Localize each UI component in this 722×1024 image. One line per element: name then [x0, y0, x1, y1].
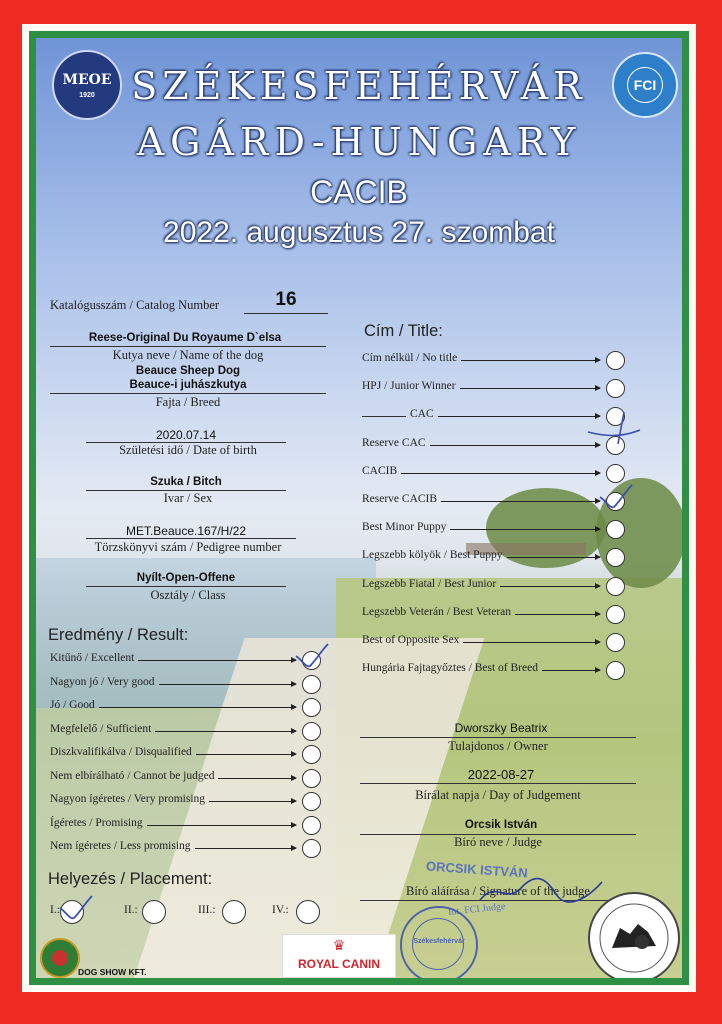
- title-option-label: Best Minor Puppy: [362, 521, 447, 534]
- title-option-label: Legszebb kölyök / Best Puppy: [362, 549, 503, 562]
- result-option-label: Jó / Good: [50, 699, 95, 711]
- placement-option-checkbox[interactable]: [142, 900, 166, 924]
- class-label: Osztály / Class: [150, 588, 226, 602]
- leader-arrow: [500, 586, 600, 587]
- date-of-birth-value: 2020.07.14: [155, 428, 217, 442]
- result-option-checkbox[interactable]: [302, 792, 321, 811]
- judge-name-value: Orcsik István: [464, 819, 538, 831]
- title-option-checkbox[interactable]: [606, 577, 625, 596]
- leader-arrow: [460, 388, 600, 389]
- leader-arrow: [147, 825, 296, 826]
- judge-name-label: Bíró neve / Judge: [454, 835, 542, 849]
- fci-logo: FCI: [612, 52, 678, 118]
- title-option-checkbox[interactable]: [606, 464, 625, 483]
- title-option-label: Cím nélkül / No title: [362, 352, 458, 364]
- judge-stamp-subtitle: Int. FCI Judge: [447, 901, 506, 918]
- result-option-checkbox[interactable]: [302, 698, 321, 717]
- pen-check-mark: [294, 642, 330, 672]
- result-option-label: Megfelelő / Sufficient: [50, 722, 152, 735]
- result-option-label: Ígéretes / Promising: [50, 816, 143, 829]
- dog-name-value: Reese-Original Du Royaume D`elsa: [88, 332, 282, 344]
- title-option-checkbox[interactable]: [606, 379, 625, 398]
- leader-arrow: [515, 614, 600, 615]
- leader-arrow: [461, 360, 600, 361]
- place-title: AGÁRD-HUNGARY: [136, 120, 582, 164]
- result-option-checkbox[interactable]: [302, 769, 321, 788]
- dog-club-round-logo: [588, 892, 680, 978]
- leader-arrow: [218, 778, 296, 779]
- dog-name-line: [50, 346, 326, 347]
- catalog-number-line: [244, 313, 328, 314]
- result-option-checkbox[interactable]: [302, 839, 321, 858]
- catalog-number-label: Katalógusszám / Catalog Number: [50, 298, 220, 312]
- title-option-checkbox[interactable]: [606, 351, 625, 370]
- breed-label: Fajta / Breed: [155, 395, 221, 409]
- breed-value-english: Beauce Sheep Dog: [135, 365, 241, 377]
- leader-arrow: [463, 642, 600, 643]
- owner-label: Tulajdonos / Owner: [448, 739, 548, 753]
- leader-arrow: [441, 501, 600, 502]
- leader-arrow: [196, 754, 296, 755]
- leader-line: [362, 416, 406, 417]
- pedigree-number-value: MET.Beauce.167/H/22: [125, 524, 247, 538]
- sex-label: Ivar / Sex: [163, 491, 213, 505]
- leader-arrow: [401, 473, 600, 474]
- result-option-label: Nem ígéretes / Less promising: [50, 840, 191, 852]
- royal-canin-logo: [282, 934, 396, 978]
- placement-option-label: III.:: [198, 904, 216, 916]
- pen-check-mark: [598, 483, 634, 513]
- result-option-label: Diszkvalifikálva / Disqualified: [50, 746, 192, 758]
- result-option-checkbox[interactable]: [302, 816, 321, 835]
- title-option-label: Legszebb Fiatal / Best Junior: [362, 577, 497, 590]
- show-date: 2022. augusztus 27. szombat: [163, 216, 555, 249]
- leader-arrow: [450, 529, 600, 530]
- title-option-label: Legszebb Veterán / Best Veteran: [362, 605, 512, 618]
- pedigree-number-label: Törzskönyvi szám / Pedigree number: [94, 540, 282, 554]
- meoe-seal-logo: MEOE 1920: [52, 50, 122, 120]
- result-option-checkbox[interactable]: [302, 745, 321, 764]
- title-option-label: CAC: [410, 408, 434, 421]
- dog-show-kft-text: DOG SHOW KFT.: [78, 967, 147, 977]
- result-heading: Eredmény / Result:: [48, 626, 189, 644]
- owner-value: Dworszky Beatrix: [454, 721, 548, 735]
- owner-line: [360, 737, 636, 738]
- breed-value-hungarian: Beauce-i juhászkutya: [129, 379, 247, 391]
- leader-arrow: [155, 731, 296, 732]
- catalog-number-value: 16: [275, 289, 297, 310]
- placement-option-checkbox[interactable]: [296, 900, 320, 924]
- pen-cross-mark: [584, 410, 644, 450]
- royal-canin-text: ROYAL CANIN: [297, 957, 380, 971]
- leader-arrow: [195, 848, 296, 849]
- background-tree: [486, 488, 606, 568]
- leader-arrow: [430, 445, 600, 446]
- crown-icon: ♛: [332, 937, 346, 953]
- placement-option-label: I.:: [50, 904, 60, 916]
- judge-signature: [476, 870, 606, 910]
- club-stamp-text: Székesfehérvár: [413, 938, 465, 945]
- title-option-checkbox[interactable]: [606, 605, 625, 624]
- result-option-label: Nagyon jó / Very good: [50, 675, 155, 688]
- sex-value: Szuka / Bitch: [150, 476, 222, 488]
- result-option-checkbox[interactable]: [302, 722, 321, 741]
- show-type-title: CACIB: [310, 174, 408, 210]
- title-option-checkbox[interactable]: [606, 633, 625, 652]
- result-option-checkbox[interactable]: [302, 675, 321, 694]
- placement-heading: Helyezés / Placement:: [48, 870, 213, 888]
- dog-show-kft-logo: [40, 938, 80, 978]
- leader-arrow: [138, 660, 296, 661]
- pedigree-number-line: [86, 538, 296, 539]
- city-title: SZÉKESFEHÉRVÁR: [131, 64, 587, 108]
- title-option-label: Reserve CAC: [362, 436, 426, 449]
- result-option-label: Nem elbírálható / Cannot be judged: [50, 769, 215, 782]
- judging-date-label: Bírálat napja / Day of Judgement: [415, 788, 581, 802]
- leader-arrow: [159, 684, 296, 685]
- judging-date-line: [360, 783, 636, 784]
- class-value: Nyílt-Open-Offene: [136, 572, 236, 584]
- pen-check-mark: [58, 894, 94, 924]
- title-option-label: Reserve CACIB: [362, 493, 438, 505]
- breed-line: [50, 393, 326, 394]
- placement-option-label: IV.:: [272, 904, 289, 916]
- leader-arrow: [542, 670, 600, 671]
- leader-arrow: [438, 416, 600, 417]
- title-heading: Cím / Title:: [364, 322, 443, 340]
- dog-name-label: Kutya neve / Name of the dog: [112, 348, 264, 362]
- title-option-label: Hungária Fajtagyőztes / Best of Breed: [362, 662, 538, 675]
- placement-option-checkbox[interactable]: [222, 900, 246, 924]
- title-option-label: HPJ / Junior Winner: [362, 380, 456, 393]
- class-line: [86, 586, 286, 587]
- leader-arrow: [507, 557, 600, 558]
- signature-label: Bíró aláírása / Signature of the judge: [406, 884, 590, 898]
- judging-date-value: 2022-08-27: [467, 767, 535, 782]
- result-option-label: Nagyon ígéretes / Very promising: [50, 793, 206, 805]
- club-round-stamp: [400, 906, 478, 978]
- date-of-birth-label: Születési idő / Date of birth: [119, 443, 257, 457]
- result-option-label: Kitűnő / Excellent: [50, 652, 135, 664]
- judge-stamp-name: ORCSIK ISTVÁN: [425, 858, 529, 881]
- title-option-label: CACIB: [362, 464, 398, 477]
- title-option-label: Best of Opposite Sex: [362, 634, 460, 646]
- leader-arrow: [209, 801, 296, 802]
- placement-option-label: II.:: [124, 904, 138, 916]
- leader-arrow: [99, 707, 296, 708]
- certificate-card: [36, 38, 682, 978]
